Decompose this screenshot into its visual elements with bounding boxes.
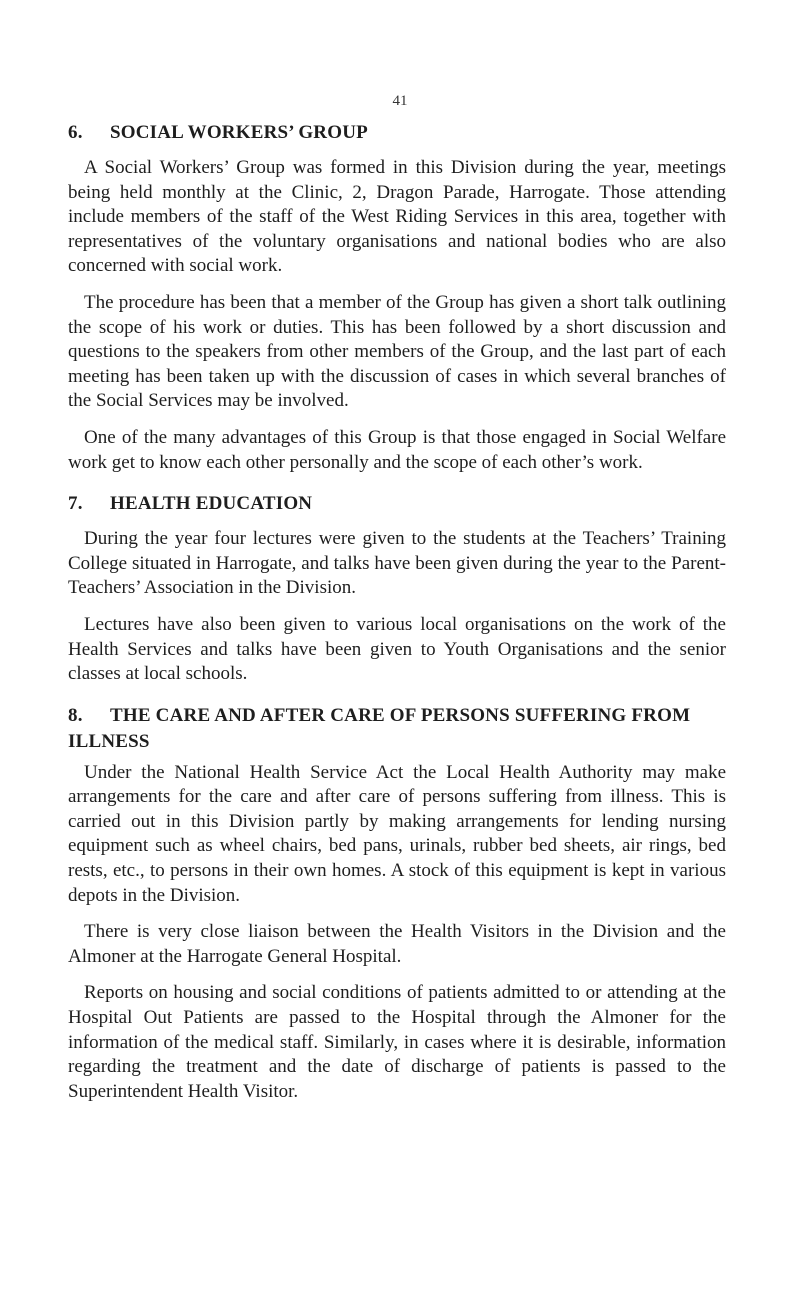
paragraph: Under the National Health Service Act the Local Health Authority may make arrangements for the care and after care of persons suffering from illness. This is carried out in this Division partly by making arrangements for lending nursing equipment such as wheel chairs, bed pans, urinals, rubber bed sheets, air rings, bed rests, etc., to persons in their own homes. A stock of this equipment is kept in various depots in the Division. (68, 761, 726, 906)
section-heading (68, 491, 726, 517)
section-heading (68, 703, 726, 755)
section-care-and-after-care (68, 703, 726, 1105)
section-title: HEALTH EDUCATION (110, 493, 313, 515)
paragraph: One of the many advantages of this Group is that those engaged in Social Welfare work get to know each other personally and the scope of each other’s work. (68, 426, 726, 473)
paragraph: The procedure has been that a member of the Group has given a short talk outlining the scope of his work or duties. This has been followed by a short discussion and questions to the speakers from other members of the Group, and the last part of each meeting has been taken up with the discussion of cases in which several branches of the Social Services may be involved. (68, 291, 726, 412)
section-number: 8. (68, 704, 83, 726)
paragraph: Reports on housing and social conditions of patients admitted to or attending at the Hospital Out Patients are passed to the Hospital through the Almoner for the information of the medical staff. Similarly, in cases where it is desirable, information regarding the treatment and the date of discharge of patients is passed to the Superintendent Health Visitor. (68, 982, 726, 1102)
section-title: SOCIAL WORKERS’ GROUP (110, 122, 368, 143)
section-number: 6. (68, 122, 83, 143)
section-social-workers-group (68, 120, 726, 475)
paragraph: There is very close liaison between the Health Visitors in the Division and the Almoner at the Harrogate General Hospital. (68, 921, 726, 967)
paragraph: Lectures have also been given to various local organisations on the work of the Health Services and talks have been given to Youth Organisations and the senior classes at local schools. (68, 613, 726, 685)
section-health-education (68, 491, 726, 687)
section-title: THE CARE AND AFTER CARE OF PERSONS SUFFERING (110, 704, 627, 726)
page-content (68, 120, 726, 1116)
section-number: 7. (68, 493, 83, 515)
paragraph: A Social Workers’ Group was formed in this Division during the year, meetings being held monthly at the Clinic, 2, Dragon Parade, Harrogate. Those attending include members of the staff of the West Riding Services in this area, together with representatives of the voluntary organisations and national bodies who are also concerned with social work. (68, 157, 726, 277)
section-title-continued: FROM ILLNESS (68, 704, 691, 752)
paragraph: During the year four lectures were given to the students at the Teachers’ Training College situated in Harrogate, and talks have been given during the year to the Parent-Teachers’ Association in the Division. (68, 528, 726, 599)
page-number: 41 (392, 93, 408, 109)
section-heading (68, 120, 726, 146)
